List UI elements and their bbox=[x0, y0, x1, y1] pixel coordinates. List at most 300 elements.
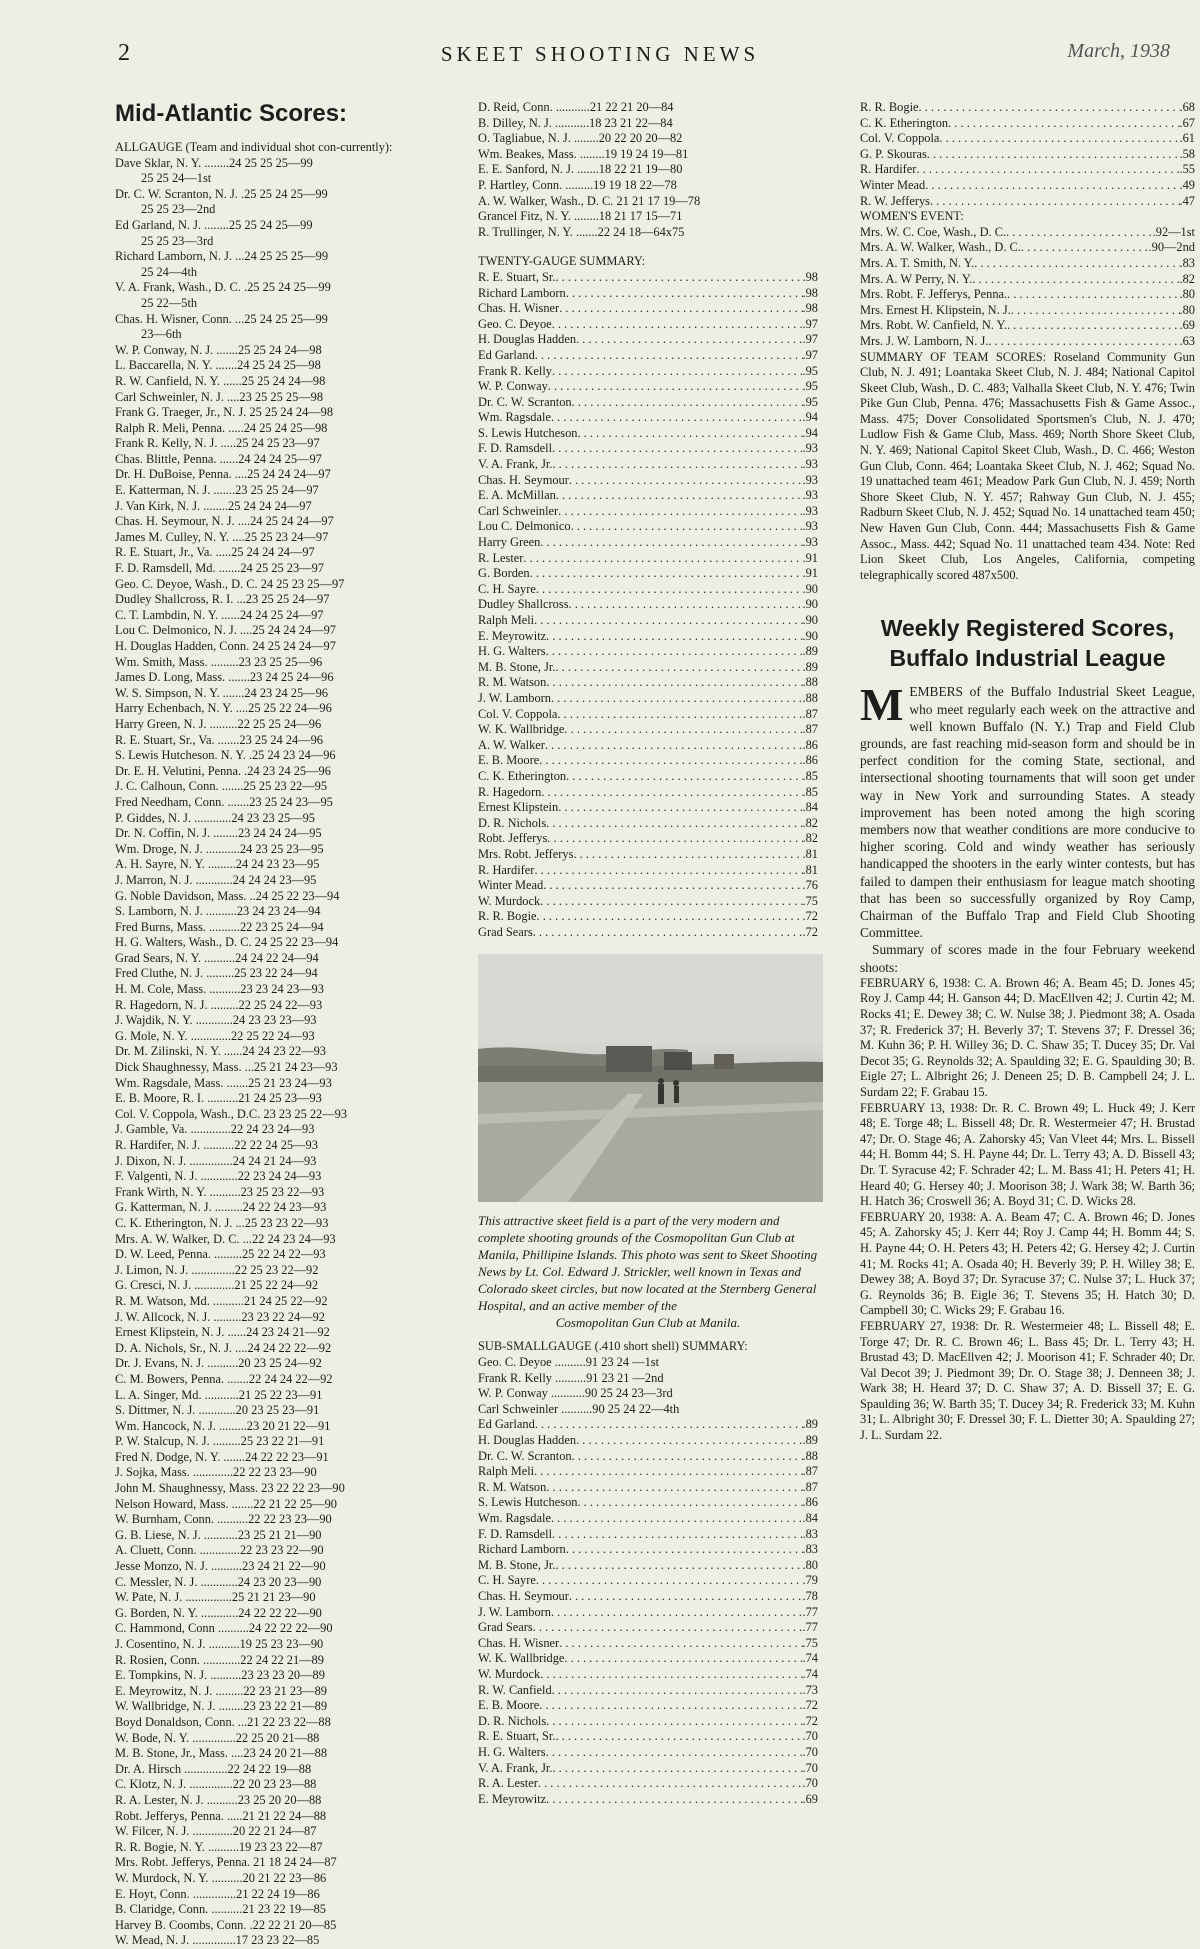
shooter-name: H. Douglas Hadden bbox=[478, 332, 577, 347]
result-row bbox=[478, 691, 818, 707]
shooter-scores: 25 24 25—99 bbox=[259, 186, 328, 201]
result-row: J. W. Allcock, N. J. .........23 23 22 24—92 bbox=[115, 1309, 325, 1324]
shooter-name: Geo. C. Deyoe bbox=[478, 316, 552, 331]
shooter-name: C. H. Sayre bbox=[478, 1573, 536, 1588]
result-row bbox=[478, 426, 818, 442]
result-row: E. E. Sanford, N. J. .......18 22 21 19—80 bbox=[478, 162, 683, 177]
result-row bbox=[478, 364, 818, 380]
shooter-score: .82 bbox=[802, 815, 818, 830]
result-row: J. Gamble, Va. .............22 24 23 24—93 bbox=[115, 1122, 315, 1137]
result-row: Ralph R. Meli, Penna. .....24 25 24 25—98 bbox=[115, 420, 328, 435]
shooter-name: Chas. H. Seymour bbox=[478, 472, 569, 487]
shooter-name: W. Murdock bbox=[478, 893, 541, 908]
shooter-score: .63 bbox=[1179, 333, 1195, 348]
result-row: W. Wallbridge, N. J. ........23 23 22 21—89 bbox=[115, 1699, 328, 1714]
result-row: Harry Echenbach, N. Y. ....25 25 22 24—96 bbox=[115, 701, 332, 716]
shooter-score: .77 bbox=[802, 1604, 818, 1619]
shooter-score: .95 bbox=[802, 363, 818, 378]
result-row: Fred Cluthe, N. J. .........25 23 22 24—94 bbox=[115, 966, 318, 981]
result-row bbox=[478, 1620, 818, 1636]
shooter-name: V. A. Frank, Jr. bbox=[478, 457, 553, 472]
shooter-score: .93 bbox=[802, 441, 818, 456]
shooter-name: R. E. Stuart, Sr. bbox=[478, 1729, 556, 1744]
shooter-score: .72 bbox=[802, 909, 818, 924]
shooter-name: D. R. Nichols bbox=[478, 815, 547, 830]
column-left bbox=[115, 100, 465, 1949]
team-score-summary: SUMMARY OF TEAM SCORES: Roseland Community Gun Club, N. J. 491; Loantaka Skeet Club, N. J. 484; National Capitol Skeet Club, Wash., D. C. 483; Valhalla Skeet Club, N. Y. 476; Twin Pike Gun Club, Penna. 476; Massachusetts Fish & Game Assoc., Mass. 475; Dover Consolidated Sportsmen's Club, N. J. 470; Ludlow Fish & Game Club, Mass. 469; North Shore Skeet Club, N. Y. 469; National Capitol Skeet Club, Wash., D. C. 466; Weston Gun Club, Conn. 464; Loantaka Skeet Club, N. J. 462; Squad No. 19 unattached team 461; Meadow Park Gun Club, N. J. 459; North Shore Skeet Club, N. Y. 457; Rahway Gun Club, N. J. 455; Radburn Skeet Club, N. J. 452; Squad No. 14 unattached team 450; New Haven Gun Club, Conn. 444; Massachusetts Fish & Game Assoc., Mass. 442; Squad No. 11 unattached team 434. Note: Red Lion Skeet Club, Los Angeles, California, competing telegraphically scored 487x500. bbox=[860, 349, 1195, 582]
dot-leader bbox=[558, 800, 802, 816]
shooter-score: .97 bbox=[802, 316, 818, 331]
result-row: Frank Wirth, N. Y. ..........23 25 23 22—93 bbox=[115, 1184, 325, 1199]
result-row bbox=[478, 644, 818, 660]
shooter-score: .73 bbox=[802, 1682, 818, 1697]
column-right bbox=[860, 100, 1195, 1444]
shooter-name: R. R. Bogie bbox=[860, 100, 919, 114]
shooter-score: .68 bbox=[1179, 100, 1195, 114]
skeet-field-photo bbox=[478, 954, 823, 1202]
result-row: R. R. Bogie, N. Y. ..........19 23 23 22—87 bbox=[115, 1839, 323, 1854]
result-row: Carl Schweinler ..........90 25 24 22—4th bbox=[478, 1401, 680, 1416]
caption-end: Cosmopolitan Gun Club at Manila. bbox=[555, 1315, 741, 1331]
sub-smallgauge-results-continued bbox=[860, 100, 1195, 209]
result-row: S. Dittmer, N. J. ............20 23 25 23—91 bbox=[115, 1403, 320, 1418]
shooter-name: Dr. C. W. Scranton bbox=[478, 394, 572, 409]
result-row: C. Klotz, N. J. ..............22 20 23 23—88 bbox=[115, 1777, 317, 1792]
dot-leader bbox=[972, 272, 1179, 288]
result-row bbox=[478, 1495, 818, 1511]
result-row bbox=[860, 303, 1195, 319]
february-20-results: FEBRUARY 20, 1938: A. A. Beam 47; C. A. Brown 46; D. Jones 45; A. Zahorsky 45; J. Kerr 44; Roy J. Camp 44; H. Bomm 44; S. H. Payne 44; O. H. Peters 43; H. Peters 42; G. Hersey 42; J. Curtin 41; M. Rocks 41; A. Osada 40; H. Beverly 39; P. H. Willey 38; E. Dewey 38; A. Boyd 37; Dr. Syracuse 37; C. Nulse 37; L. Huck 37; G. Reynolds 36; B. Eigle 36; T. Stevens 35; H. Hatch 30; D. Campbell 30; C. Wicks 29; F. Grabau 16. bbox=[860, 1209, 1195, 1318]
result-row bbox=[478, 925, 818, 941]
dot-leader bbox=[566, 769, 802, 785]
dot-leader bbox=[564, 1651, 802, 1667]
dot-leader bbox=[551, 691, 803, 707]
dot-leader bbox=[558, 504, 802, 520]
dot-leader bbox=[552, 457, 802, 473]
shooter-score: .76 bbox=[802, 878, 818, 893]
result-row bbox=[478, 1776, 818, 1792]
result-row: E. Katterman, N. J. .......23 25 25 24—97 bbox=[115, 483, 319, 498]
result-row: W. P. Conway ...........90 25 24 23—3rd bbox=[478, 1386, 673, 1401]
result-row: J. Cosentino, N. J. ..........19 25 23 23—90 bbox=[115, 1637, 324, 1651]
dot-leader bbox=[572, 1449, 803, 1465]
dot-leader bbox=[1021, 240, 1149, 256]
result-row bbox=[478, 1511, 818, 1527]
result-row bbox=[478, 519, 818, 535]
result-row: A. H. Sayre, N. Y. .........24 24 23 23—95 bbox=[115, 857, 320, 872]
shooter-score: .98 bbox=[802, 269, 818, 284]
result-row bbox=[860, 178, 1195, 194]
result-row: Frank R. Kelly ..........91 23 21 —2nd bbox=[478, 1370, 664, 1385]
shooter-name: W. Murdock bbox=[478, 1666, 541, 1681]
result-row: R. Hardifer, N. J. ..........22 22 24 25—93 bbox=[115, 1138, 318, 1152]
shooter-score: .86 bbox=[802, 753, 818, 768]
february-13-results: FEBRUARY 13, 1938: Dr. R. C. Brown 49; L. Huck 49; J. Kerr 48; E. Torge 48; L. Bissell 48; Dr. R. Westermeier 47; H. Brustad 47; Dr. O. Stage 46; A. Zahorsky 45; Van Vleet 44; Mrs. L. Bissell 44; H. Bomm 44; S. H. Payne 44; Dr. L. Terry 43; A. D. Bissell 43; Dr. T. Syracuse 42; F. Schrader 42; L. M. Bass 41; H. Peters 41; H. Heard 40; G. Hersey 40; J. Moorison 38; J. Wark 38; W. Barth 36; H. Hatch 36; Croswell 36; A. Boyd 31; C. D. Wicks 28. bbox=[860, 1100, 1195, 1209]
result-row bbox=[860, 225, 1195, 241]
result-row: F. Valgenti, N. J. ............22 23 24 24—93 bbox=[115, 1169, 322, 1184]
shooter-name: Grad Sears bbox=[478, 924, 533, 939]
result-row bbox=[478, 1417, 818, 1433]
shooter-name: M. B. Stone, Jr. bbox=[478, 659, 556, 674]
dot-leader bbox=[1007, 318, 1180, 334]
shooter-score: .82 bbox=[1179, 271, 1195, 286]
shooter-score: .90 bbox=[802, 581, 818, 596]
result-row: W. P. Conway, N. J. .......25 25 24 24—98 bbox=[115, 342, 322, 357]
shooter-score: .93 bbox=[802, 472, 818, 487]
dot-leader bbox=[535, 348, 803, 364]
shooter-name: R. Lester bbox=[478, 550, 524, 565]
shooter-name: S. Lewis Hutcheson bbox=[478, 425, 578, 440]
shooter-name: Dudley Shallcross bbox=[478, 597, 569, 612]
shooter-score: .88 bbox=[802, 690, 818, 705]
result-row: Grancel Fitz, N. Y. ........18 21 17 15—71 bbox=[478, 209, 683, 224]
dot-leader bbox=[566, 286, 803, 302]
top-finisher-row bbox=[115, 249, 465, 265]
result-row: Chas. Blittle, Penna. ......24 24 24 25—97 bbox=[115, 451, 322, 466]
shooter-score: .81 bbox=[802, 862, 818, 877]
result-row: John M. Shaughnessy, Mass. 23 22 22 23—90 bbox=[115, 1481, 345, 1496]
result-row: Dick Shaughnessy, Mass. ...25 21 24 23—93 bbox=[115, 1060, 338, 1075]
result-row bbox=[478, 1449, 818, 1465]
dot-leader bbox=[551, 1511, 803, 1527]
result-row: Frank G. Traeger, Jr., N. J. 25 25 24 24—98 bbox=[115, 405, 334, 420]
shooter-score: .80 bbox=[802, 1557, 818, 1572]
shooter-name: M. B. Stone, Jr. bbox=[478, 1557, 556, 1572]
result-row bbox=[478, 863, 818, 879]
result-row: O. Tagliabue, N. J. ........20 22 20 20—82 bbox=[478, 131, 683, 146]
result-row bbox=[478, 894, 818, 910]
shooter-name: R. M. Watson bbox=[478, 675, 547, 690]
result-row bbox=[478, 1792, 818, 1808]
dot-leader bbox=[539, 1698, 802, 1714]
article-paragraph-2: Summary of scores made in the four February weekend shoots: bbox=[860, 942, 1195, 975]
dot-leader bbox=[555, 270, 802, 286]
dot-leader bbox=[548, 379, 803, 395]
shooter-score: .47 bbox=[1179, 193, 1195, 208]
top-finisher-row bbox=[115, 312, 465, 328]
result-row: James M. Culley, N. Y. ....25 25 23 24—97 bbox=[115, 529, 329, 544]
shooter-score: .93 bbox=[802, 535, 818, 550]
photo-caption bbox=[478, 1212, 818, 1331]
shooter-name: E. Meyrowitz bbox=[478, 1791, 547, 1806]
shooter-name: Mrs. A. T. Smith, N. Y. bbox=[860, 255, 975, 270]
shooter-name: Richard Lamborn bbox=[478, 1542, 566, 1557]
shooter-score: .95 bbox=[802, 379, 818, 394]
shooter-score-line: Ed Garland, N. J. ........25 bbox=[115, 217, 242, 232]
article-paragraph-1-text: EMBERS of the Buffalo Industrial Skeet League, who meet regularly each week on the attractive and well known Buffalo (N. Y.) Trap and Field Club grounds, are fast reaching mid-season form and should be in perfect condition for the coming State, sectional, and intersectional shooting tournaments that will soon get under way in New York and surrounding States. A steady improvement has been noted among the high scoring members now that weather conditions are more conducive to higher scoring. Cold and windy weather has seriously handicapped the shooters in the early winter contests, but has failed to dampen their enthusiasm for league match shooting that has been so successfully organized by Roy Camp, Chairman of the Buffalo Trap and Field Club Shooting Committee. bbox=[860, 684, 1195, 941]
result-row bbox=[478, 597, 818, 613]
result-row bbox=[478, 753, 818, 769]
result-row: C. T. Lambdin, N. Y. ......24 24 25 24—97 bbox=[115, 607, 324, 622]
result-row bbox=[478, 800, 818, 816]
result-row: Dr. N. Coffin, N. J. ........23 24 24 24—95 bbox=[115, 826, 322, 841]
dot-leader bbox=[533, 1620, 803, 1636]
shooter-scores: 25 24 25—99 bbox=[262, 280, 331, 295]
page-header bbox=[0, 40, 1200, 80]
dot-leader bbox=[540, 894, 802, 910]
result-row: L. A. Singer, Md. ...........21 25 22 23—91 bbox=[115, 1387, 323, 1402]
shooter-score: .97 bbox=[802, 347, 818, 362]
shooter-name: Col. V. Coppola bbox=[860, 131, 940, 146]
result-row: Wm. Beakes, Mass. ........19 19 24 19—81 bbox=[478, 146, 689, 161]
result-row: W. Pate, N. J. ...............25 21 21 23—90 bbox=[115, 1590, 316, 1605]
dot-leader bbox=[541, 785, 802, 801]
shooter-name: Richard Lamborn bbox=[478, 285, 566, 300]
result-row: Wm. Smith, Mass. .........23 23 25 25—96 bbox=[115, 654, 323, 669]
shooter-name: E. Meyrowitz bbox=[478, 628, 547, 643]
result-row bbox=[860, 194, 1195, 210]
result-row: G. B. Liese, N. J. ...........23 25 21 21—90 bbox=[115, 1527, 322, 1542]
shooter-score: .85 bbox=[802, 768, 818, 783]
shooter-score: .61 bbox=[1179, 131, 1195, 146]
result-row: Dr. M. Zilinski, N. Y. ......24 24 23 22—93 bbox=[115, 1044, 326, 1059]
shooter-score: .91 bbox=[802, 566, 818, 581]
result-row: W. Filcer, N. J. .............20 22 21 24—87 bbox=[115, 1824, 317, 1839]
shooter-score: .98 bbox=[802, 301, 818, 316]
shooter-name: Mrs. A. W. Walker, Wash., D. C. bbox=[860, 240, 1021, 255]
dot-leader bbox=[566, 1542, 803, 1558]
result-row bbox=[478, 1667, 818, 1683]
dot-leader bbox=[577, 1495, 802, 1511]
result-row bbox=[478, 1589, 818, 1605]
result-row bbox=[478, 722, 818, 738]
result-row bbox=[478, 332, 818, 348]
result-row: R. Hagedorn, N. J. .........22 25 24 22—93 bbox=[115, 997, 323, 1012]
result-row: Ernest Klipstein, N. J. ......24 23 24 21—92 bbox=[115, 1325, 330, 1340]
shooter-score-line: Dr. C. W. Scranton, N. J. .25 bbox=[115, 186, 257, 201]
shooter-name: Lou C. Delmonico bbox=[478, 519, 571, 534]
result-row: Dudley Shallcross, R. I. ...23 25 25 24—97 bbox=[115, 592, 330, 607]
shooter-score: .70 bbox=[802, 1744, 818, 1759]
result-row bbox=[478, 831, 818, 847]
result-row bbox=[478, 488, 818, 504]
result-row: W. Mead, N. J. ..............17 23 23 22—85 bbox=[115, 1933, 320, 1948]
dot-leader bbox=[534, 613, 802, 629]
shooter-score: .93 bbox=[802, 488, 818, 503]
caption-text: This attractive skeet field is a part of the very modern and complete shooting grounds of the Cosmopolitan Gun Club at Manila, Phillipine Islands. This photo was sent to Skeet Shooting News by Lt. Col. Edward J. Strickler, well known in Texas and Colorado skeet circles, but now located at the Sternberg General Hospital, and an active member of the bbox=[478, 1213, 818, 1314]
shooter-score: .84 bbox=[802, 800, 818, 815]
dot-leader bbox=[530, 566, 803, 582]
shooter-score: .74 bbox=[802, 1666, 818, 1681]
result-row bbox=[478, 1761, 818, 1777]
result-row: Geo. C. Deyoe, Wash., D. C. 24 25 23 25—97 bbox=[115, 576, 345, 591]
result-row: Nelson Howard, Mass. .......22 21 22 25—90 bbox=[115, 1496, 337, 1511]
shooter-score: .89 bbox=[802, 659, 818, 674]
dot-leader bbox=[919, 100, 1180, 116]
result-row: R. Trullinger, N. Y. .......22 24 18—64x75 bbox=[478, 224, 685, 239]
shooter-score: .55 bbox=[1179, 162, 1195, 177]
result-row: W. Bode, N. Y. ..............22 25 20 21—88 bbox=[115, 1730, 320, 1745]
shooter-score: .89 bbox=[802, 1417, 818, 1432]
womens-event-results bbox=[860, 225, 1195, 350]
result-row: Harry Green, N. J. .........22 25 25 24—96 bbox=[115, 716, 322, 731]
result-row: R. E. Stuart, Jr., Va. .....25 24 24 24—97 bbox=[115, 545, 315, 560]
result-row: E. Tompkins, N. J. ..........23 23 23 20—89 bbox=[115, 1668, 325, 1683]
shooter-score: .90 bbox=[802, 613, 818, 627]
result-row bbox=[478, 301, 818, 317]
dot-leader bbox=[576, 1433, 802, 1449]
result-row: J. Dixon, N. J. ..............24 24 21 24—93 bbox=[115, 1153, 317, 1168]
shooter-score: .93 bbox=[802, 503, 818, 518]
result-row: J. C. Calhoun, Conn. .......25 25 23 22—95 bbox=[115, 779, 328, 794]
result-row: Wm. Ragsdale, Mass. .......25 21 23 24—93 bbox=[115, 1075, 332, 1090]
result-row bbox=[478, 317, 818, 333]
dot-leader bbox=[939, 131, 1179, 147]
top-finishers bbox=[115, 156, 465, 343]
result-row: S. Lamborn, N. J. ..........23 24 23 24—94 bbox=[115, 904, 321, 919]
dot-leader bbox=[556, 488, 803, 504]
result-row bbox=[478, 1464, 818, 1480]
shooter-score: .85 bbox=[802, 784, 818, 799]
result-row bbox=[860, 100, 1195, 116]
result-row: R. E. Stuart, Sr., Va. .......23 25 24 24—96 bbox=[115, 732, 324, 747]
result-row: Dr. H. DuBoise, Penna. ....25 24 24 24—97 bbox=[115, 467, 331, 482]
result-row: B. Dilley, N. J. ...........18 23 21 22—84 bbox=[478, 115, 673, 130]
result-row bbox=[478, 1527, 818, 1543]
result-row: Boyd Donaldson, Conn. ...21 22 23 22—88 bbox=[115, 1714, 331, 1729]
shooter-name: Mrs. Robt. Jefferys bbox=[478, 846, 574, 861]
shooter-name: Mrs. J. W. Lamborn, N. J. bbox=[860, 333, 989, 348]
shooter-name: Carl Schweinler bbox=[478, 503, 559, 518]
result-row: L. Baccarella, N. Y. .......24 25 24 25—98 bbox=[115, 358, 321, 373]
result-row bbox=[860, 131, 1195, 147]
shooter-scores: 24 25 25—99 bbox=[259, 311, 328, 326]
allgauge-results bbox=[115, 343, 465, 1949]
result-row: G. Borden, N. Y. ............24 22 22 22—90 bbox=[115, 1605, 322, 1620]
shooter-name: Winter Mead bbox=[860, 177, 926, 192]
result-row: James D. Long, Mass. .......23 24 25 24—96 bbox=[115, 670, 334, 685]
result-row: E. Hoyt, Conn. ..............21 22 24 19—86 bbox=[115, 1886, 320, 1901]
result-row bbox=[478, 1683, 818, 1699]
result-row bbox=[478, 270, 818, 286]
shooter-name: R. W. Jefferys bbox=[860, 193, 930, 208]
shooter-score-line: Dave Sklar, N. Y. ........24 bbox=[115, 155, 242, 170]
dot-leader bbox=[569, 1589, 803, 1605]
result-row bbox=[478, 1636, 818, 1652]
result-row bbox=[478, 909, 818, 925]
shooter-name: Mrs. A. W Perry, N. Y. bbox=[860, 271, 973, 286]
shooter-score: .87 bbox=[802, 706, 818, 721]
shooter-score: .70 bbox=[802, 1760, 818, 1775]
publication-title: SKEET SHOOTING NEWS bbox=[440, 42, 760, 66]
shooter-name: R. Hardifer bbox=[860, 162, 917, 177]
shooter-name: Chas. H. Wisner bbox=[478, 301, 560, 316]
top-finisher-row bbox=[115, 218, 465, 234]
shooter-score: .80 bbox=[1179, 287, 1195, 302]
shooter-score: .90—2nd bbox=[1148, 240, 1195, 255]
dot-leader bbox=[927, 147, 1180, 163]
result-row bbox=[478, 379, 818, 395]
result-row: Chas. H. Seymour, N. J. ....24 25 24 24—97 bbox=[115, 514, 334, 529]
dot-leader bbox=[546, 1745, 803, 1761]
shooter-score: .92—1st bbox=[1152, 224, 1195, 239]
result-row: P. Hartley, Conn. .........19 19 18 22—78 bbox=[478, 177, 677, 192]
shooter-name: Dr. C. W. Scranton bbox=[478, 1448, 572, 1463]
shooter-score: .88 bbox=[802, 675, 818, 690]
result-row bbox=[478, 457, 818, 473]
result-row bbox=[478, 286, 818, 302]
shooter-name: Ed Garland bbox=[478, 1417, 535, 1432]
shooter-score: .89 bbox=[802, 644, 818, 659]
result-row bbox=[478, 410, 818, 426]
result-row: Wm. Droge, N. J. ...........24 23 25 23—95 bbox=[115, 841, 324, 856]
shooter-name: W. K. Wallbridge bbox=[478, 1651, 565, 1666]
article-body bbox=[860, 679, 1195, 975]
shooter-score: .90 bbox=[802, 628, 818, 643]
result-row: R. A. Lester, N. J. ..........23 25 20 20—88 bbox=[115, 1792, 322, 1807]
section-title: Mid-Atlantic Scores: bbox=[115, 100, 348, 127]
result-row bbox=[478, 769, 818, 785]
result-row bbox=[478, 348, 818, 364]
result-row: Fred N. Dodge, N. Y. .......24 22 22 23—91 bbox=[115, 1449, 329, 1464]
dot-leader bbox=[572, 395, 803, 411]
dot-leader bbox=[1011, 303, 1180, 319]
dot-leader bbox=[540, 1667, 802, 1683]
shooter-score: .90 bbox=[802, 597, 818, 612]
dot-leader bbox=[552, 1527, 802, 1543]
shooter-score: .83 bbox=[1179, 255, 1195, 270]
article-title-line-2: Buffalo Industrial League bbox=[889, 645, 1166, 672]
result-row: Wm. Hancock, N. J. .........23 20 21 22—91 bbox=[115, 1418, 331, 1433]
february-6-results: FEBRUARY 6, 1938: C. A. Brown 46; A. Beam 45; D. Jones 45; Roy J. Camp 44; H. Ganson 44; D. MacEllven 42; J. Curtin 42; M. Rocks 41; E. Dewey 38; C. W. Nulse 38; J. Piedmont 38; A. Osada 37; R. Frederick 37; H. Beverly 37; T. Stevens 37; F. Dressel 36; M. Kuhn 36; P. H. Willey 36; D. C. Shaw 35; T. Ducey 35; Dr. Val Decot 35; G. Reynolds 32; A. Spaulding 32; E. G. Spaulding 30; B. Eigle 27; L. Albright 26; J. Deneen 25; D. B. Campbell 24; J. L. Surdam 22; F. Grabau 15. bbox=[860, 975, 1195, 1100]
dot-leader bbox=[569, 473, 803, 489]
shooter-name: H. G. Walters bbox=[478, 1744, 546, 1759]
shooter-name: E. B. Moore bbox=[478, 1698, 540, 1713]
allgauge-results-continued bbox=[478, 100, 818, 240]
result-row bbox=[478, 473, 818, 489]
shooter-score: .93 bbox=[802, 519, 818, 534]
dot-leader bbox=[535, 1417, 803, 1433]
column-middle bbox=[478, 100, 818, 1807]
issue-date: March, 1938 bbox=[1067, 40, 1170, 62]
shooter-score: .93 bbox=[802, 457, 818, 472]
result-row bbox=[478, 1651, 818, 1667]
result-row bbox=[860, 272, 1195, 288]
shooter-name: J. W. Lamborn bbox=[478, 690, 551, 705]
result-row bbox=[478, 707, 818, 723]
shooter-score: .75 bbox=[802, 893, 818, 908]
result-row: Dr. J. Evans, N. J. ..........20 23 25 24—92 bbox=[115, 1356, 322, 1371]
result-row: Geo. C. Deyoe ..........91 23 24 —1st bbox=[478, 1355, 660, 1370]
result-row bbox=[478, 1542, 818, 1558]
shooter-score: .98 bbox=[802, 285, 818, 300]
shooter-score: .74 bbox=[802, 1651, 818, 1666]
dot-leader bbox=[948, 116, 1179, 132]
result-row bbox=[478, 441, 818, 457]
dot-leader bbox=[540, 535, 802, 551]
shooter-score: .78 bbox=[802, 1588, 818, 1603]
result-row: H. G. Walters, Wash., D. C. 24 25 22 23—94 bbox=[115, 935, 339, 950]
result-row: Fred Needham, Conn. .......23 25 24 23—95 bbox=[115, 794, 333, 809]
dot-leader bbox=[552, 317, 803, 333]
result-row: J. Limon, N. J. ..............22 25 23 22—92 bbox=[115, 1262, 319, 1277]
dot-leader bbox=[546, 816, 802, 832]
shooter-scores: 25 24 25—99 bbox=[244, 217, 313, 232]
result-row: E. Meyrowitz, N. J. .........22 23 21 23—89 bbox=[115, 1683, 328, 1698]
result-row: D. A. Nichols, Sr., N. J. ....24 24 22 22—92 bbox=[115, 1340, 332, 1355]
shooter-score: .97 bbox=[802, 332, 818, 347]
shooter-score: .67 bbox=[1179, 115, 1195, 130]
dot-leader bbox=[925, 178, 1179, 194]
result-row: Frank R. Kelly, N. J. .....25 24 25 23—97 bbox=[115, 436, 320, 451]
result-row: G. Noble Davidson, Mass. ..24 25 22 23—94 bbox=[115, 888, 340, 903]
result-row: C. Hammond, Conn ..........24 22 22 22—90 bbox=[115, 1621, 333, 1636]
shooter-name: Ernest Klipstein bbox=[478, 800, 559, 815]
result-row: P. W. Stalcup, N. J. .........25 23 22 21—91 bbox=[115, 1434, 325, 1449]
result-row bbox=[478, 551, 818, 567]
shooter-name: Wm. Ragsdale bbox=[478, 410, 551, 425]
result-row bbox=[478, 629, 818, 645]
